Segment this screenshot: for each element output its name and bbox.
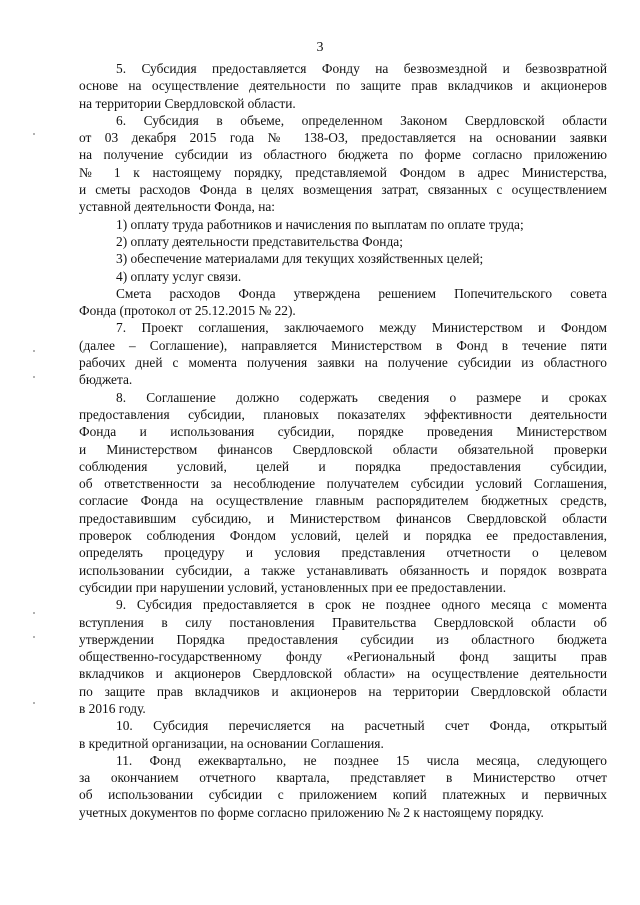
text-line: Фонда (протокол от 25.12.2015 № 22). [79, 303, 296, 319]
text-line: предоставившим субсидию, и Министерством финансов Свердловской области [79, 510, 607, 526]
text-line: утверждении Порядка предоставления субсидии из областного бюджета [79, 631, 607, 647]
text-line: № 1 к настоящему порядку, представляемой Фондом в адрес Министерства, [79, 164, 607, 180]
text-line: Смета расходов Фонда утверждена решением Попечительского совета [116, 285, 607, 301]
text-line: проверок соблюдения Фондом условий, целей и порядка ее предоставления, [79, 528, 607, 544]
text-line: основе на осуществление деятельности по защите прав вкладчиков и акционеров [79, 78, 607, 94]
scan-mark [33, 376, 35, 378]
text-line: 11. Фонд ежеквартально, не позднее 15 числа месяца, следующего [116, 752, 607, 768]
text-line: 5. Субсидия предоставляется Фонду на безвозмездной и безвозвратной [116, 61, 607, 76]
text-line: согласие Фонда на осуществление главным распорядителем бюджетных средств, [79, 493, 607, 509]
text-line: 3) обеспечение материалами для текущих хозяйственных целей; [116, 251, 484, 267]
text-line: определять процедуру и условия представления отчетности о целевом [79, 545, 607, 561]
text-line: общественно-государственному фонду «Региональный фонд защиты прав [79, 649, 607, 665]
text-line: от 03 декабря 2015 года № 138-ОЗ, предоставляется на основании заявки [79, 130, 607, 146]
text-line: 2) оплату деятельности представительства Фонда; [116, 233, 403, 249]
scan-mark [33, 636, 35, 638]
text-line: об ответственности за несоблюдение получателем субсидии условий Соглашения, [79, 476, 607, 492]
text-line: вступления в силу постановления Правительства Свердловской области об [79, 614, 607, 630]
text-line: предоставления субсидии, плановых показателях эффективности деятельности [79, 406, 607, 422]
text-line: в 2016 году. [79, 700, 146, 716]
text-line: бюджета. [79, 372, 133, 388]
text-line: по защите прав вкладчиков и акционеров на территории Свердловской области [79, 683, 607, 699]
text-line: соблюдения условий, целей и порядка предоставления субсидии, [79, 458, 607, 474]
text-line: в кредитной организации, на основании Соглашения. [79, 735, 384, 751]
text-line: рабочих дней с момента получения заявки на получение субсидии из областного [79, 355, 607, 371]
text-line: и Министерством финансов Свердловской области обязательной проверки [79, 441, 607, 457]
text-line: Фонда и использования субсидии, порядке проведения Министерством [79, 424, 607, 440]
text-line: и сметы расходов Фонда в целях возмещения затрат, связанных с осуществлением [79, 182, 607, 198]
text-line: 9. Субсидия предоставляется в срок не позднее одного месяца с момента [116, 597, 607, 613]
text-line: уставной деятельности Фонда, на: [79, 199, 276, 215]
text-line: на территории Свердловской области. [79, 95, 296, 111]
text-line: (далее – Соглашение), направляется Министерством в Фонд в течение пяти [79, 337, 607, 353]
scan-mark [33, 350, 35, 352]
text-line: субсидии при нарушении условий, установленных при ее предоставлении. [79, 579, 507, 595]
scan-mark [33, 133, 35, 135]
document-body [79, 60, 607, 821]
text-line: вкладчиков и акционеров Свердловской области» на осуществление деятельности [79, 666, 607, 682]
text-line: использовании субсидии, а также устанавливать обязанность и порядок возврата [79, 562, 607, 578]
text-line: за окончанием отчетного квартала, представляет в Министерство отчет [79, 770, 607, 786]
text-line: об использовании субсидии с приложением копий платежных и первичных [79, 787, 607, 803]
scan-mark [33, 702, 35, 704]
page-number: 3 [316, 40, 324, 55]
text-line: 4) оплату услуг связи. [116, 268, 242, 284]
text-line: 7. Проект соглашения, заключаемого между Министерством и Фондом [116, 320, 607, 336]
text-line: 8. Соглашение должно содержать сведения о размере и сроках [116, 389, 607, 405]
text-line: на получение субсидии из областного бюджета по форме согласно приложению [79, 147, 607, 163]
text-line: 6. Субсидия в объеме, определенном Законом Свердловской области [116, 112, 607, 128]
text-line: 10. Субсидия перечисляется на расчетный счет Фонда, открытый [116, 718, 607, 734]
text-line: 1) оплату труда работников и начисления по выплатам по оплате труда; [116, 216, 524, 232]
text-line: учетных документов по форме согласно приложению № 2 к настоящему порядку. [79, 804, 544, 820]
scan-mark [33, 612, 35, 614]
